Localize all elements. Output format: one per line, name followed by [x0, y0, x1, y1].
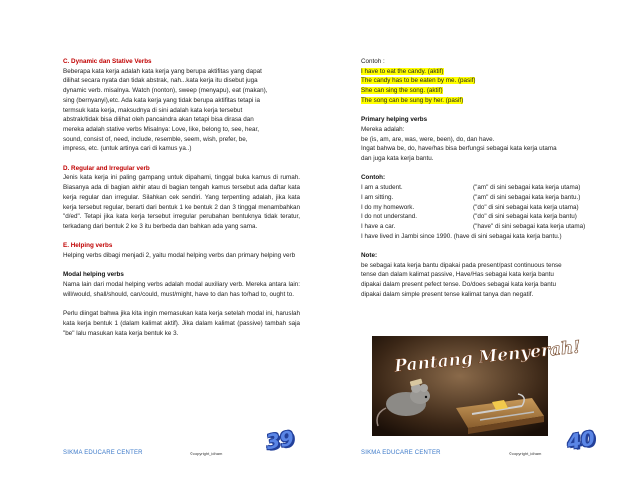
heading-primary-helping-verbs: Primary helping verbs	[361, 116, 428, 124]
example-line: I have lived in Jambi since 1990. (have di sini sebagai kata kerja bantu.)	[361, 232, 562, 240]
example-row: I do not understand. ("do" di sini sebagai kata kerja bantu)	[361, 213, 577, 221]
text-line: sound, consist of, need, include, resemble, seem, wish, prefer, be,	[63, 135, 248, 143]
text-line: abstrak/tidak bisa dilihat oleh pancaindra akan tetapi bisa dirasa dan	[63, 116, 254, 124]
heading-dynamic-stative: C. Dynamic dan Stative Verbs	[63, 58, 152, 65]
heading-helping-verbs: E. Helping verbs	[63, 242, 113, 250]
note-label: Note:	[361, 252, 378, 260]
example-line: The candy has to be eaten by me. (pasif)	[361, 77, 476, 85]
text-line: be (is, am, are, was, were, been), do, dan have.	[361, 135, 495, 143]
text-line: dipakai dalam simple present tense kalimat tanya dan negatif.	[361, 290, 534, 298]
page-number: 40	[565, 425, 597, 455]
example-row: I have a car. ("have" di sini sebagai kata kerja utama)	[361, 222, 586, 230]
image-caption: Pantang Menyerah!	[393, 337, 582, 377]
footer-publisher: SIKMA EDUCARE CENTER	[63, 450, 143, 456]
text-line: Beberapa kata kerja adalah kata kerja yang berupa aktifitas yang dapat	[63, 67, 262, 75]
text-line: dilihat secara nyata dan tidak abstrak, nah...kata kerja itu disebut juga	[63, 77, 258, 85]
example-row: I am a student. ("am" di sini sebagai kata kerja utama)	[361, 184, 581, 192]
text-line: tense dan dalam kalimat passive, Have/Has sebagai kata kerja bantu	[361, 271, 554, 279]
page-number: 39	[264, 425, 296, 455]
example-row: I am sitting. ("am" di sini sebagai kata kerja bantu.)	[361, 193, 581, 201]
text-line: dynamic verb. misalnya. Watch (nonton), sweep (menyapu), eat (makan),	[63, 87, 268, 95]
heading-modal-helping-verbs: Modal helping verbs	[63, 271, 124, 279]
text-line: Mereka adalah:	[361, 125, 405, 133]
contoh-label-bold: Contoh:	[361, 174, 386, 182]
heading-regular-irregular: D. Regular and Irregular verb	[63, 164, 150, 172]
page-right-content	[361, 57, 601, 300]
text-line: sing (bernyanyi),etc. Ada kata kerja yang tidak berupa aktifitas tetapi ia	[63, 96, 261, 104]
example-row: I do my homework. ("do" di sini sebagai kata kerja utama)	[361, 203, 579, 211]
paragraph-modal-helping-verbs: Nama lain dari modal helping verbs adalah modal auxiliary verb. Mereka antara lain: will/would, shall/should, can/could, must/might, have to dan has to/had to, ought to.	[63, 281, 300, 298]
contoh-label: Contoh :	[361, 58, 385, 65]
text-line: Ingat bahwa be, do, have/has bisa berfungsi sebagai kata kerja utama	[361, 145, 557, 153]
example-line: I have to eat the candy. (aktif)	[361, 67, 444, 75]
paragraph-helping-verbs: Helping verbs dibagi menjadi 2, yaitu modal helping verbs dan primary helping verb	[63, 252, 296, 260]
text-line: dipakai dalam present pefect tense. Do/does sebagai kata kerja bantu	[361, 281, 556, 289]
motivation-image	[372, 336, 582, 436]
text-line: dan juga kata kerja bantu.	[361, 155, 434, 163]
footer-publisher: SIKMA EDUCARE CENTER	[361, 450, 441, 456]
text-line: mereka adalah stative verbs Misalnya: Love, like, belong to, see, hear,	[63, 125, 260, 133]
page-left-content	[63, 57, 300, 338]
paragraph-modal-note: Perlu diingat bahwa jika kita ingin memasukan kata kerja setelah modal ini, haruslah kata kerja bentuk 1 (dalam kalimat aktif). Jika dalam kalimat (passive) tambah saja "be" lalu masukan kata kerja bentuk ke 3.	[63, 310, 300, 337]
paragraph-regular-irregular: Jenis kata kerja ini paling gampang untuk dipahami, tinggal buka kamus di rumah. Biasanya ada di bagian akhir atau di bagian tengah kamus tersebut ada daftar kata kerja regular dan irregular. Silahkan cek sendiri. Yang terpenting adalah, jika kata kerja tersebut regular, berarti dari bentuk 1 ke bentuk 2 dan 3 tinggal menambahkan "d/ed". Tetapi jika kata kerja tersebut irregular perubahan bentuknya tidak teratur, terkadang dari bentuk 2 ke 3 itu berbeda dan bahkan ada yang sama.	[63, 174, 300, 230]
text-line: termsuk kata kerja, maksudnya di sini adalah kata kerja tersebut	[63, 106, 243, 114]
text-line: impress, etc. (untuk artinya cari di kamus ya..)	[63, 145, 192, 153]
example-line: She can sing the song. (aktif)	[361, 87, 443, 95]
footer-copyright: ©copyright_idham	[509, 451, 542, 456]
footer-copyright: ©copyright_idham	[190, 451, 223, 456]
text-line: be sebagai kata kerja bantu dipakai pada present/past continuous tense	[361, 261, 562, 269]
example-line: The song can be sung by her. (pasif)	[361, 96, 464, 104]
